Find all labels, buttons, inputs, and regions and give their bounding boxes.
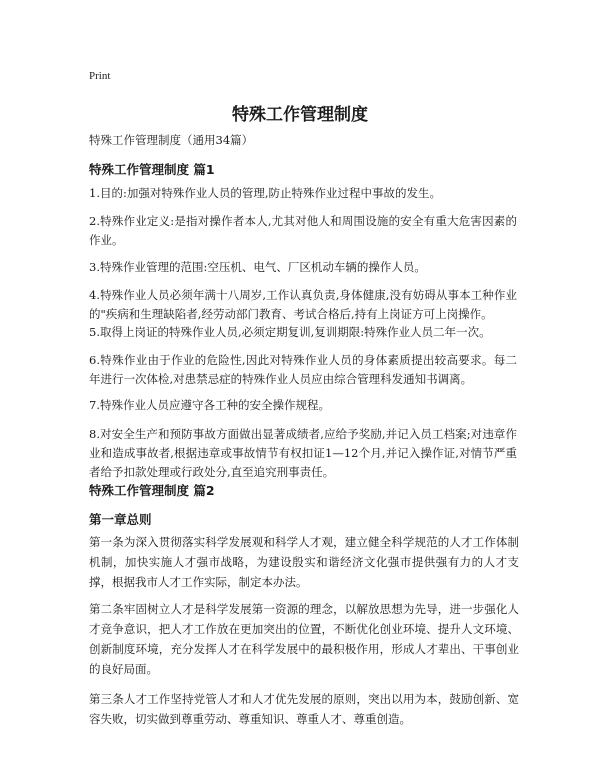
- page-title: 特殊工作管理制度: [232, 105, 368, 125]
- paragraph: 7.特殊作业人员应遵守各工种的安全操作规程。: [89, 398, 330, 412]
- paragraph: 第三条人才工作坚持党管人才和人才优先发展的原则，突出以用为本，鼓励创新、宽容失败，切实做到尊重劳动、尊重知识、尊重人才、尊重创造。: [89, 692, 519, 726]
- paragraph: 1.目的:加强对特殊作业人员的管理,防止特殊作业过程中事故的发生。: [89, 186, 441, 200]
- section-heading-2: 特殊工作管理制度 篇2: [89, 483, 215, 498]
- paragraph: 5.取得上岗证的特殊作业人员,必须定期复训,复训期限:特殊作业人员二年一次。: [89, 325, 491, 339]
- paragraph: 8.对安全生产和预防事故方面做出显著成绩者,应给予奖励,并记入员工档案;对违章作业和造成事故者,根据违章或事故情节有权扣证1—12个月,并记入操作证,对情节严重者给予扣款处理或行政处分,直至追究刑事责任。: [89, 427, 517, 479]
- paragraph: 6.特殊作业由于作业的危险性,因此对特殊作业人员的身体素质提出较高要求。每二年进行一次体检,对患禁忌症的特殊作业人员应由综合管理科发通知书调离。: [89, 353, 517, 386]
- print-link[interactable]: Print: [89, 70, 111, 82]
- paragraph: 2.特殊作业定义:是指对操作者本人,尤其对他人和周围设施的安全有重大危害因素的作业。: [89, 214, 517, 247]
- paragraph: 4.特殊作业人员必须年满十八周岁,工作认真负责,身体健康,没有妨碍从事本工种作业的"疾病和生理缺陷者,经劳动部门教育、考试合格后,持有上岗证方可上岗操作。: [89, 288, 517, 321]
- section-heading-1: 特殊工作管理制度 篇1: [89, 162, 215, 177]
- paragraph: 3.特殊作业管理的范围:空压机、电气、厂区机动车辆的操作人员。: [89, 260, 426, 274]
- chapter-heading: 第一章总则: [89, 512, 152, 527]
- paragraph: 第二条牢固树立人才是科学发展第一资源的理念，以解放思想为先导，进一步强化人才竞争意识，把人才工作放在更加突出的位置，不断优化创业环境、提升人文环境、创新制度环境，充分发挥人才在科学发展中的最积极作用，形成人才辈出、干事创业的良好局面。: [89, 602, 519, 676]
- document-subtitle: 特殊工作管理制度（通用34篇）: [89, 133, 254, 147]
- paragraph: 第一条为深入贯彻落实科学发展观和科学人才观，建立健全科学规范的人才工作体制机制，加快实施人才强市战略，为建设殷实和谐经济文化强市提供强有力的人才支撑，根据我市人才工作实际，制定本办法。: [89, 535, 519, 589]
